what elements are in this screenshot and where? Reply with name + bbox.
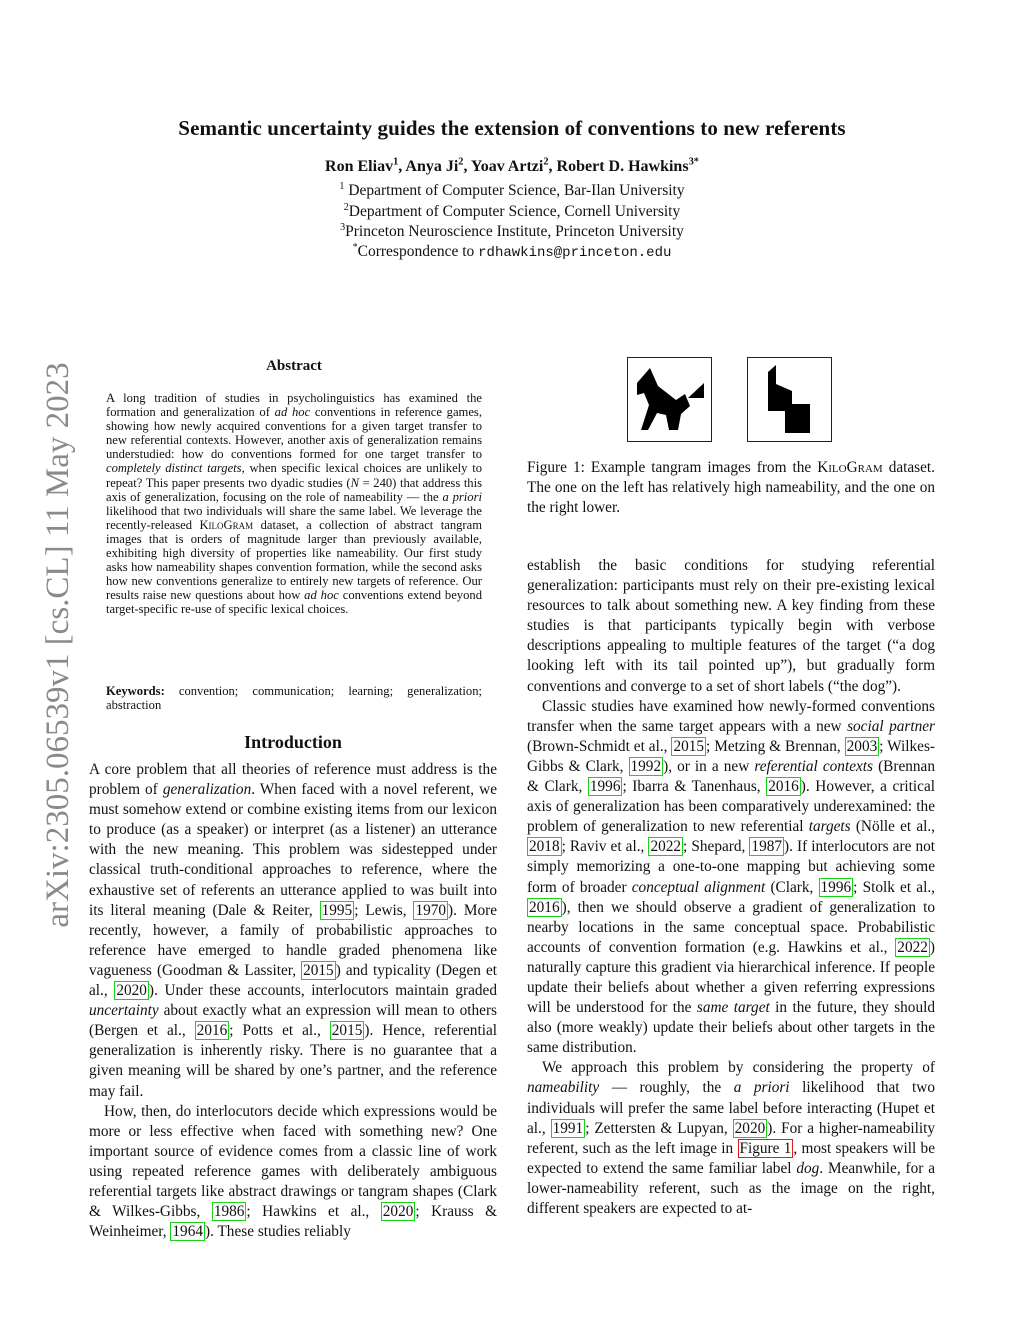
right-column-text	[527, 556, 935, 1219]
text-run: ; Zettersten & Lupyan,	[585, 1119, 733, 1137]
keywords-text: convention; communication; learning; generalization; abstraction	[106, 684, 482, 713]
text-run: dataset, a collection of abstract tangram images that is orders of magnitude larger than previously available, exhibiting high diversity of properties like nameability. Our first study asks how nameability shapes convention formation, while the second asks how new conventions generalize to entirely new targets of reference. Our results raise new questions about how	[106, 517, 482, 603]
introduction-heading: Introduction	[244, 732, 342, 752]
paragraph	[527, 697, 935, 1059]
dog-tangram-icon	[628, 358, 711, 441]
emphasis-text: referential contexts	[754, 757, 873, 775]
text-run: Classic studies have examined how newly-formed conventions transfer when the same target appears with a new	[527, 697, 935, 735]
correspondence-email[interactable]: rdhawkins@princeton.edu	[478, 245, 672, 261]
text-run: ) naturally capture this gradient via hierarchical inference. If people update their beliefs about whether a given referring expressions will be understood for the	[527, 938, 935, 1017]
affiliation-text: Department of Computer Science, Cornell University	[348, 203, 681, 220]
emphasis-text: ad hoc	[304, 588, 339, 603]
citation-link[interactable]: 2016	[529, 898, 560, 916]
text-run: dataset. The one on the left has relatively high nameability, and the one on the right lower.	[527, 459, 935, 516]
text-run: Figure 1: Example tangram images from the	[527, 459, 818, 476]
emphasis-text: same target	[696, 999, 770, 1017]
author-separator: ,	[398, 158, 406, 175]
text-run: about exactly what an expression will mean to others (Bergen et al.,	[89, 1002, 497, 1040]
citation-link[interactable]: 1987	[751, 838, 783, 856]
tangram-image-left	[627, 357, 712, 442]
citation-link[interactable]: 2016	[768, 778, 799, 796]
citation-link[interactable]: 1970	[415, 901, 447, 919]
emphasis-text: conceptual alignment	[631, 878, 766, 896]
emphasis-text: targets	[808, 818, 851, 836]
emphasis-text: nameability	[527, 1079, 600, 1097]
text-run: ). More recently, however, a family of probabilistic approaches to reference have emerged to handle graded phenomena like vagueness (Goodman & Lassiter,	[89, 901, 497, 979]
correspondence-text: Correspondence to	[357, 243, 479, 260]
abstract-heading: Abstract	[266, 358, 322, 374]
emphasis-text: uncertainty	[89, 1002, 159, 1020]
text-run: ; Raviv et al.,	[561, 838, 649, 856]
text-run: conventions in reference games, showing how newly acquired conventions for a given target transfer to new referential contexts. However, another axis of generalization remains understudied: how do conventions formed for one target transfer to	[106, 405, 482, 462]
citation-link[interactable]: 1992	[630, 757, 662, 775]
text-run: ; Hawkins et al.,	[246, 1203, 381, 1221]
text-run: How, then, do interlocutors decide which expressions would be more or less effective when faced with something new? One important source of evidence comes from a classic line of work using repeated reference games with deliberately ambiguous referential targets like abstract drawings or tangram shapes (Clark & Wilkes-Gibbs,	[89, 1102, 497, 1221]
citation-link[interactable]: 1996	[589, 778, 621, 796]
abstract-body	[106, 391, 482, 617]
text-run: conventions extend beyond target-specific re-use of specific lexical choices.	[106, 588, 482, 617]
affiliation-mark: 3	[340, 221, 346, 233]
text-run: . When faced with a novel referent, we must somehow extend or combine existing items from our lexicon to produce (as a speaker) or interpret (as a listener) an utterance with the new meaning. This problem was sidestepped under classical truth-conditional approaches to reference, where the exhaustive set of referents an utterance applied to was built into its literal meaning (Dale & Reiter,	[89, 781, 497, 919]
keywords	[106, 684, 482, 712]
text-run: ), then we should observe a gradient of generalization to nearby locations in the same conceptual space. Probabilistic accounts of convention formation (e.g. Hawkins et al.,	[527, 898, 935, 956]
text-run: ; Stolk et al.,	[853, 878, 935, 896]
text-run: in the future, they should also (more weakly) update their beliefs about other targets in the same distribution.	[527, 999, 935, 1057]
text-run: (Brown-Schmidt et al.,	[527, 737, 672, 755]
tangram-image-right	[747, 357, 832, 442]
citation-link[interactable]: 1991	[552, 1119, 584, 1137]
citation-link[interactable]: 2022	[650, 838, 682, 856]
text-run: ; Potts et al.,	[229, 1022, 330, 1040]
text-run: (Clark,	[765, 878, 819, 896]
citation-link[interactable]: 1986	[213, 1203, 245, 1221]
figure-reference-link[interactable]: Figure 1	[739, 1139, 792, 1157]
text-run: ) and typicality (Degen et al.,	[89, 961, 497, 1000]
citation-link[interactable]: 2018	[529, 838, 560, 856]
text-run: (Brennan & Clark,	[527, 757, 935, 796]
paragraph	[527, 1058, 935, 1219]
affiliation-line	[0, 182, 1024, 200]
author-list	[0, 158, 1024, 176]
citation-link[interactable]: 2015	[303, 961, 334, 979]
text-run: , most speakers will be expected to extend the same familiar label	[527, 1139, 935, 1177]
author-affiliation-mark: 2	[458, 156, 464, 168]
dataset-name: KiloGram	[817, 459, 883, 476]
citation-link[interactable]: 2003	[846, 737, 878, 755]
text-run: ). Under these accounts, interlocutors maintain graded	[148, 982, 497, 1000]
author-affiliation-mark: 2	[543, 156, 549, 168]
citation-link[interactable]: 2016	[196, 1022, 228, 1040]
paper-title: Semantic uncertainty guides the extension of conventions to new referents	[178, 116, 846, 140]
paragraph	[89, 1102, 497, 1243]
citation-link[interactable]: 1964	[172, 1223, 203, 1241]
emphasis-text: social partner	[847, 717, 935, 735]
text-run: A long tradition of studies in psycholinguistics has examined the formation and generalization of	[106, 391, 482, 420]
text-run: = 240) that address this axis of generalization, focusing on the role of nameability — the	[106, 475, 483, 504]
citation-link[interactable]: 2020	[734, 1119, 766, 1137]
text-run: likelihood that two individuals will share the same label. We leverage the recently-released	[106, 503, 482, 532]
citation-link[interactable]: 2022	[897, 938, 928, 956]
author-name: Anya Ji	[405, 158, 459, 175]
emphasis-text: ad hoc	[274, 405, 311, 420]
text-run: ; Ibarra & Tanenhaus,	[622, 778, 767, 796]
text-run: ; Krauss & Weinheimer,	[89, 1203, 497, 1241]
text-run: — roughly, the	[599, 1079, 734, 1097]
author-separator: ,	[548, 158, 557, 175]
text-run: ). For a higher-nameability referent, such as the left image in	[527, 1119, 935, 1157]
affiliation-line	[0, 223, 1024, 241]
citation-link[interactable]: 2015	[673, 737, 705, 755]
affiliation-text: Princeton Neuroscience Institute, Princeton University	[345, 223, 684, 240]
affiliation-mark: 1	[339, 180, 345, 192]
text-run: ; Metzing & Brennan,	[706, 737, 845, 755]
arxiv-stamp[interactable]: arXiv:2305.06539v1 [cs.CL] 11 May 2023	[40, 362, 76, 928]
affiliation-mark: 2	[343, 201, 349, 213]
emphasis-text: generalization	[162, 781, 252, 799]
affiliation-line	[0, 203, 1024, 221]
correspondence	[0, 243, 1024, 261]
author-name: Robert D. Hawkins	[556, 158, 689, 175]
citation-link[interactable]: 1995	[321, 901, 353, 919]
text-run: ; Shepard,	[683, 838, 750, 856]
text-run: We approach this problem by considering the property of	[542, 1059, 935, 1077]
text-run: , when specific lexical choices are unlikely to repeat? This paper presents two dyadic studies (	[106, 461, 482, 490]
emphasis-text: N	[350, 475, 359, 490]
text-run: ), or in a new	[663, 757, 755, 775]
emphasis-text: dog	[796, 1159, 820, 1177]
citation-link[interactable]: 2015	[331, 1022, 363, 1040]
emphasis-text: completely distinct targets	[106, 461, 242, 476]
keywords-label: Keywords:	[106, 684, 165, 698]
author-affiliation-mark: 1	[393, 156, 399, 168]
emphasis-text: a priori	[442, 489, 482, 504]
paragraph	[89, 760, 497, 1102]
text-run: A core problem that all theories of reference must address is the problem of	[89, 761, 497, 799]
text-run: establish the basic conditions for studying referential generalization: participants must rely on their pre-existing lexical resources to talk about something new. A key finding from these studies is that participants typically begin with verbose descriptions appealing to multiple features of the target (“a dog looking left with its tail pointed up”), but gradually form conventions and converge to a set of short labels (“the dog”).	[527, 557, 935, 695]
text-run: ). These studies reliably	[205, 1223, 351, 1241]
dataset-name: KiloGram	[199, 517, 254, 532]
text-run: ; Wilkes-Gibbs & Clark,	[527, 737, 935, 775]
citation-link[interactable]: 2020	[116, 982, 147, 1000]
citation-link[interactable]: 1996	[820, 878, 852, 896]
author-name: Ron Eliav	[325, 158, 394, 175]
text-run: (Nölle et al.,	[850, 818, 936, 836]
text-run: likelihood that two individuals will prefer the same label before interacting (Hupet et al.,	[527, 1079, 936, 1137]
left-column-text	[89, 760, 497, 1242]
text-run: ). Hence, referential generalization is inherently risky. There is no guarantee that a given meaning will be shared by one’s partner, and the reference may fail.	[89, 1022, 497, 1100]
author-affiliation-mark: 3*	[688, 156, 699, 168]
text-run: ). However, a critical axis of generalization has been comparatively underexamined: the problem of generalization to new referential	[527, 778, 935, 836]
text-run: ; Lewis,	[354, 901, 414, 919]
text-run: . Meanwhile, for a lower-nameability referent, such as the image on the right, different speakers are expected to at-	[527, 1159, 935, 1217]
paragraph	[527, 556, 935, 697]
affiliation-text: Department of Computer Science, Bar-Ilan University	[344, 182, 685, 199]
emphasis-text: a priori	[733, 1079, 790, 1097]
author-name: Yoav Artzi	[470, 158, 544, 175]
correspondence-mark: *	[352, 241, 358, 253]
abstract-tangram-icon	[748, 358, 831, 441]
author-separator: ,	[463, 158, 471, 175]
figure-caption	[527, 458, 935, 518]
text-run: ). If interlocutors are not simply memorizing a one-to-one mapping but achieving some form of broader	[527, 838, 935, 896]
citation-link[interactable]: 2020	[382, 1203, 414, 1221]
